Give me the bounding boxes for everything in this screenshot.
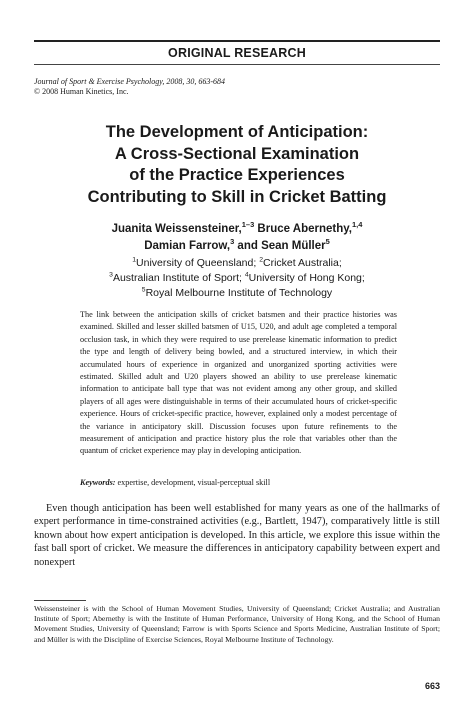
affiliation-line-2 (34, 271, 440, 286)
journal-citation: Journal of Sport & Exercise Psychology, 2008, 30, 663-684 (34, 77, 226, 86)
affiliations (34, 256, 440, 301)
author-affil-mark: 3 (230, 237, 235, 247)
keywords-label: Keywords: (80, 478, 116, 487)
affil-mark: 3 (109, 271, 113, 279)
body-paragraph: Even though anticipation has been well established for many years as one of the hallmarks of expert performance in time-constrained activities (e.g., Bartlett, 1947), comparatively little is still known about how expert anticipation is developed. In this article, we explore this issue within the fast ball sport of cricket. We measure the differences in anticipatory capability between expert and nonexpert (34, 503, 440, 568)
affiliation: Cricket Australia; (262, 257, 342, 269)
copyright: © 2008 Human Kinetics, Inc. (34, 87, 129, 96)
section-label: ORIGINAL RESEARCH (168, 46, 306, 60)
affiliation-line-1 (34, 256, 440, 271)
affil-mark: 1 (132, 256, 137, 264)
keywords (80, 477, 397, 489)
article-title (34, 122, 440, 208)
title-line-2: A Cross-Sectional Examination (114, 144, 360, 163)
title-line-3: of the Practice Experiences (129, 166, 345, 184)
footnote-rule (34, 600, 86, 601)
header-subrule (34, 64, 440, 65)
author-list (34, 221, 440, 255)
journal-info (34, 77, 225, 97)
author-name: Damian Farrow, (144, 240, 231, 252)
author-name: and Sean Müller (234, 240, 326, 252)
author-affil-mark: 1–3 (241, 220, 255, 230)
affiliation: University of Queensland; (136, 257, 260, 269)
header-rule (34, 40, 440, 42)
author-line-2 (34, 238, 440, 255)
author-name: Bruce Abernethy, (254, 223, 353, 235)
author-affil-mark: 5 (325, 237, 330, 247)
affiliation: Royal Melbourne Institute of Technology (145, 287, 333, 299)
abstract: The link between the anticipation skills of cricket batsmen and their practice histories was examined. Skilled and lesser skilled batsmen of U15, U20, and adult age completed a temporal occlusion task, in which they were required to use prerelease kinematic information to predict the type and length of delivery being bowled, and a structured interview, in which their accumulated hours of experience in organized and unorganized sporting activities were estimated. Skilled adult and U20 players showed an ability to use prerelease kinematic information to anticipate ball type that was not evident among any other group, and skilled players of all ages were distinguishable in terms of their accumulated hours of cricket-specific experience. Hours of cricket-specific practice, however, explained only a modest percentage of the variance in anticipatory skill. Discussion focuses upon future refinements to the measurement of anticipation and practice history plus the role that variables other than the quantum of cricket experience may play in developing anticipation. (80, 310, 397, 456)
keywords-text: expertise, development, visual-perceptual skill (115, 478, 271, 487)
author-line-1 (34, 221, 440, 238)
affil-mark: 5 (141, 286, 146, 294)
author-affil-mark: 1,4 (352, 220, 363, 230)
title-line-1: The Development of Anticipation: (105, 123, 369, 141)
affil-mark: 4 (244, 271, 249, 279)
affiliation: University of Hong Kong; (248, 272, 365, 284)
title-line-4: Contributing to Skill in Cricket Batting (87, 187, 387, 206)
affiliation: Australian Institute of Sport; (112, 272, 245, 284)
author-name: Juanita Weissensteiner, (111, 223, 242, 235)
footnote: Weissensteiner is with the School of Human Movement Studies, University of Queensland; Cricket Australia; and Australian Institute of Sport; Abernethy is with the Institute of Human Performance, University of Hong Kong, and the School of Human Movement Studies, University of Queensland; Farrow is with Sports Science and Sports Medicine, Australian Institute of Sport; and Müller is with the Discipline of Exercise Sciences, Royal Melbourne Institute of Technology. (34, 604, 440, 644)
affiliation-line-3 (34, 286, 440, 301)
page-number: 663 (424, 681, 440, 691)
affil-mark: 2 (259, 256, 263, 264)
